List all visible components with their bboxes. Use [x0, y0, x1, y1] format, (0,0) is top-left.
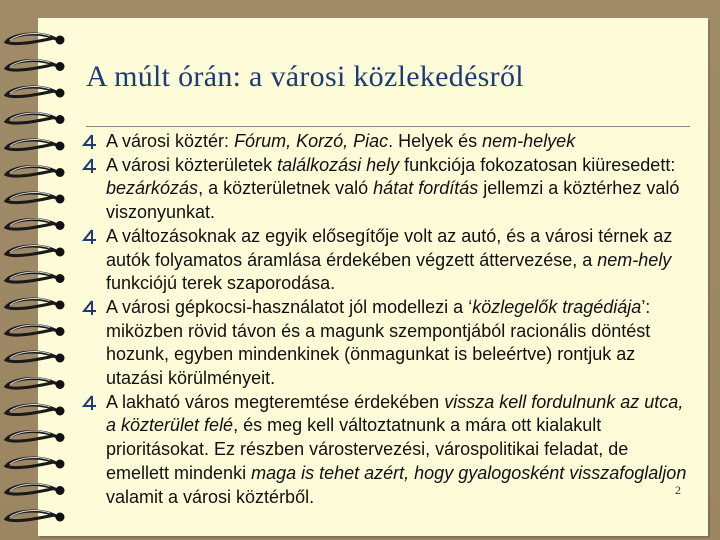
number-4-icon	[82, 229, 98, 245]
binding-hole	[56, 460, 65, 469]
spiral-ring	[6, 273, 58, 283]
spiral-ring	[6, 352, 58, 362]
spiral-ring	[6, 34, 58, 44]
spiral-ring	[6, 220, 58, 230]
bullet-emphasis: nem-hely	[597, 249, 672, 270]
bullet-text: funkciója fokozatosan kiüresedett:	[399, 154, 676, 175]
bullet-emphasis: nem-helyek	[482, 131, 576, 151]
binding-hole	[56, 195, 65, 204]
binding-hole	[56, 115, 65, 124]
bullet-item	[80, 296, 690, 391]
spiral-ring	[6, 114, 58, 124]
bullet-item	[80, 391, 690, 510]
binding-hole	[56, 142, 65, 151]
bullet-text: A lakható város megteremtése érdekében	[106, 391, 445, 412]
bullet-text: ’: miközben rövid távon és a magunk szempontjából racionális döntést hozunk, egyben mindenkinek (önmagunkat is beleértve) rontjuk az utazási körülményeit.	[106, 296, 651, 389]
spiral-ring	[6, 511, 58, 521]
bullet-text: A városi közterületek	[106, 154, 278, 175]
title-divider	[86, 126, 690, 127]
bullet-emphasis: hátat fordítás	[373, 178, 479, 199]
binding-hole	[56, 486, 65, 495]
spiral-ring	[6, 61, 58, 71]
binding-hole	[56, 274, 65, 283]
spiral-ring	[6, 458, 58, 468]
spiral-ring	[6, 193, 58, 203]
spiral-ring	[6, 432, 58, 442]
bullet-item	[80, 130, 690, 154]
bullet-text: , és meg kell változtatnunk a mára ott kialakult prioritásokat. Ez részben várostervezési, várospolitikai feladat, de emellett mindenki	[106, 415, 629, 483]
page-number: 2	[675, 483, 681, 497]
bullet-text: jellemzi a köztérhez való viszonyunkat.	[106, 178, 680, 223]
bullet-text: , a közterületnek való	[198, 178, 374, 199]
binding-hole	[56, 407, 65, 416]
bullet-emphasis: vissza kell fordulnunk az utca, a közterület felé	[106, 391, 684, 436]
binding-hole	[56, 36, 65, 45]
spiral-ring	[6, 485, 58, 495]
slide-title: A múlt órán: a városi közlekedésről	[86, 60, 524, 93]
binding-hole	[56, 327, 65, 336]
bullet-emphasis: közlegelők tragédiája	[472, 296, 642, 317]
bullet-emphasis: maga is tehet azért, hogy gyalogosként visszafoglaljon	[251, 462, 687, 483]
bullet-item	[80, 225, 690, 296]
binding-hole	[56, 301, 65, 310]
binding-hole	[56, 168, 65, 177]
binding-hole	[56, 354, 65, 363]
number-4-icon	[82, 395, 98, 411]
binding-hole	[56, 221, 65, 230]
bullet-text: funkciójú terek szaporodása.	[106, 273, 336, 294]
bullet-item	[80, 154, 690, 225]
binding-hole	[56, 513, 65, 522]
binding-hole	[56, 62, 65, 71]
number-4-icon	[82, 300, 98, 316]
spiral-ring	[6, 140, 58, 150]
binding-hole	[56, 89, 65, 98]
bullet-text: valamit a városi köztérből.	[106, 486, 315, 507]
spiral-ring	[6, 246, 58, 256]
binding-hole	[56, 248, 65, 257]
bullet-list	[80, 130, 690, 509]
bullet-text: A városi gépkocsi-használatot jól modellezi a ‘	[106, 296, 473, 317]
bullet-emphasis: Fórum, Korzó, Piac	[234, 131, 389, 151]
spiral-binding	[0, 0, 70, 540]
bullet-text: . Helyek és	[388, 131, 483, 151]
bullet-emphasis: találkozási hely	[277, 154, 400, 175]
number-4-icon	[82, 134, 98, 150]
bullet-emphasis: bezárkózás	[106, 178, 199, 199]
binding-hole	[56, 380, 65, 389]
binding-hole	[56, 433, 65, 442]
bullet-text: A városi köztér:	[106, 131, 235, 151]
spiral-ring	[6, 405, 58, 415]
number-4-icon	[82, 158, 98, 174]
bullet-text: A változásoknak az egyik elősegítője volt az autó, és a városi térnek az autók folyamatos áramlása érdekében végzett áttervezése, a	[106, 225, 673, 270]
spiral-ring	[6, 87, 58, 97]
spiral-ring	[6, 379, 58, 389]
spiral-ring	[6, 299, 58, 309]
spiral-ring	[6, 167, 58, 177]
spiral-ring	[6, 326, 58, 336]
